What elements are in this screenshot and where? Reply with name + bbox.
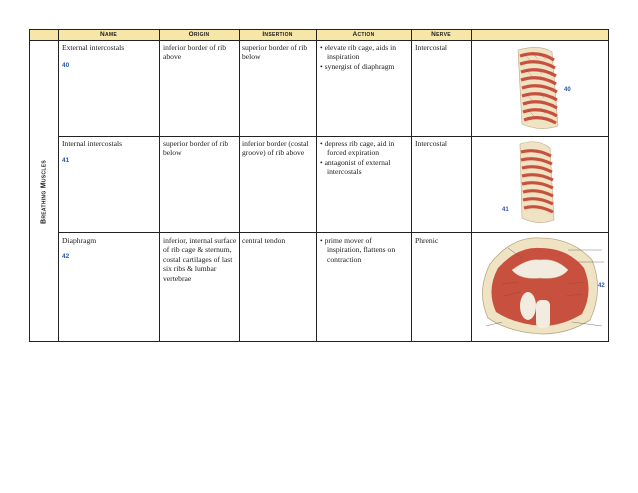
- section-label: [30, 41, 58, 342]
- muscle-table: [29, 29, 609, 342]
- column-divider: [58, 30, 59, 341]
- table-header: [30, 30, 608, 41]
- column-divider: [239, 30, 240, 341]
- action-item: • depress rib cage, aid in forced expiration: [320, 139, 410, 158]
- row-divider: [58, 232, 609, 233]
- row-diaphragm-insertion: central tendon: [242, 236, 286, 245]
- section-label-text: Breathing Muscles: [40, 159, 48, 224]
- row-internal-intercostals-name: Internal intercostals: [62, 139, 123, 148]
- header-action: Action: [352, 31, 375, 38]
- figure-callout-40: 40: [564, 87, 571, 93]
- action-item: • synergist of diaphragm: [320, 62, 410, 71]
- figure-callout-41: 41: [502, 207, 509, 213]
- rib-cage-internal-intercostals-illustration: [510, 140, 565, 228]
- row-internal-intercostals-insertion: inferior border (costal groove) of rib above: [242, 139, 309, 158]
- row-diaphragm-origin: inferior, internal surface of rib cage & sternum, costal cartilages of last six ribs & lumbar vertebrae: [163, 236, 237, 283]
- header-name: Name: [99, 31, 117, 38]
- action-item: • antagonist of external intercostals: [320, 158, 410, 177]
- rib-cage-external-intercostals-illustration: [510, 44, 570, 134]
- row-external-intercostals-number: 40: [62, 62, 70, 69]
- row-divider: [58, 136, 609, 137]
- row-external-intercostals-nerve: Intercostal: [415, 43, 448, 52]
- row-internal-intercostals-origin: superior border of rib below: [163, 139, 229, 158]
- row-external-intercostals-name: External intercostals: [62, 43, 125, 52]
- header-nerve: Nerve: [431, 31, 451, 38]
- row-diaphragm-actions: [320, 236, 408, 264]
- row-diaphragm-number: 42: [62, 253, 70, 260]
- row-diaphragm-nerve: Phrenic: [415, 236, 439, 245]
- action-item: • prime mover of inspiration, flattens on contraction: [320, 236, 408, 264]
- column-divider: [159, 30, 160, 341]
- column-divider: [411, 30, 412, 341]
- row-external-intercostals-insertion: superior border of rib below: [242, 43, 308, 62]
- row-external-intercostals-actions: [320, 43, 410, 71]
- row-diaphragm-name: Diaphragm: [62, 236, 97, 245]
- header-origin: Origin: [188, 31, 210, 38]
- figure-callout-42: 42: [598, 283, 605, 289]
- column-divider: [316, 30, 317, 341]
- row-internal-intercostals-actions: [320, 139, 410, 177]
- row-external-intercostals-origin: inferior border of rib above: [163, 43, 227, 62]
- action-item: • elevate rib cage, aids in inspiration: [320, 43, 410, 62]
- diaphragm-illustration: [472, 234, 608, 340]
- row-internal-intercostals-number: 41: [62, 157, 70, 164]
- header-insertion: Insertion: [262, 31, 293, 38]
- row-internal-intercostals-nerve: Intercostal: [415, 139, 448, 148]
